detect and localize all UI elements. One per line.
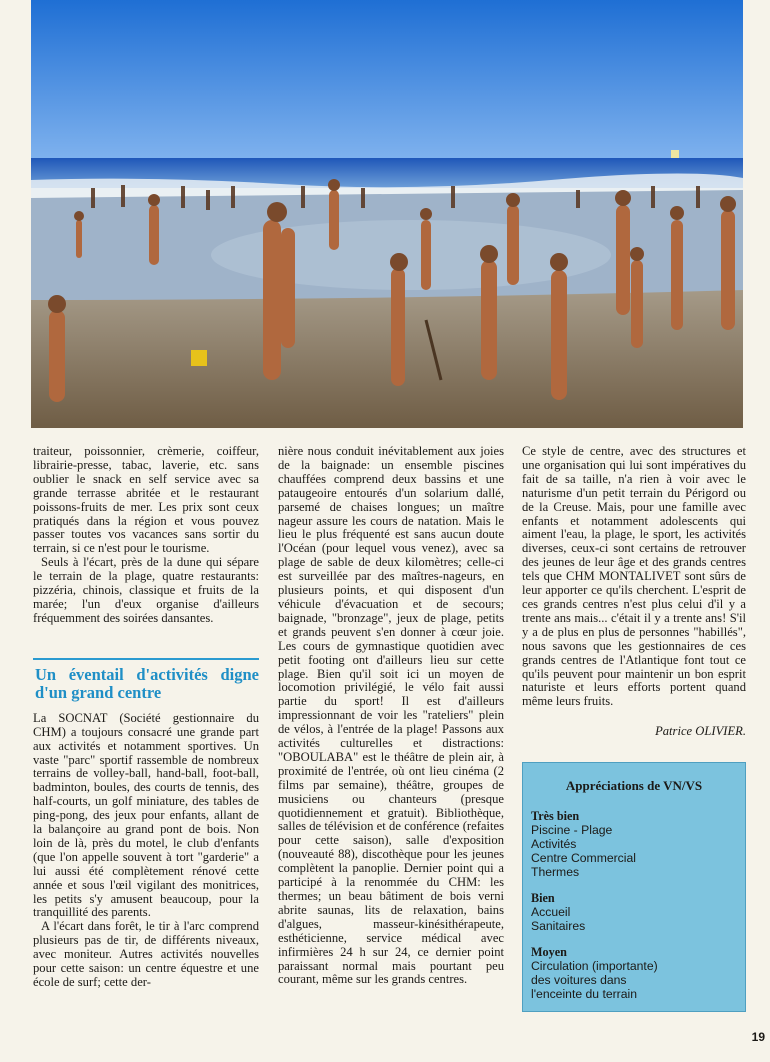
- rating-group-bien: [531, 891, 745, 933]
- paragraph: Seuls à l'écart, près de la dune qui sépare le terrain de la plage, quatre restaurants: pizzéria, chinois, classique et fruits de la marée; l'un d'eux organise d'ailleurs fréquemment des soirées dansantes.: [33, 555, 259, 625]
- rating-item: Sanitaires: [531, 919, 586, 933]
- paragraph: Ce style de centre, avec des structures et une organisation qui lui sont impératives du fait de sa taille, n'a rien à voir avec le naturisme d'un petit terrain du Périgord ou de la Creuse. Mais, pour une famille avec enfants et notamment adolescents qui aiment l'eau, la plage, le sport, les activités diverses, ceux-ci sont certains de retrouver des jeunes de leur âge et des grands centres tels que CHM MONTALIVET sont sûrs de leur apporter ce qu'ils cherchent. L'esprit de ces grands centres n'est plus celui d'il y a trente ans mais... c'était il y a trente ans! S'il y a de plus en plus de personnes "habillés", nous savons que les gestionnaires de ces grands centres de l'Atlantique font tout ce qu'ils peuvent pour maintenir un bon esprit naturiste et leurs efforts portent quand même leurs fruits.: [522, 444, 746, 709]
- page-number: 19: [751, 1030, 765, 1044]
- rating-item: Centre Commercial: [531, 851, 636, 865]
- paragraph: La SOCNAT (Société gestionnaire du CHM) a toujours consacré une grande part aux activités et notamment sportives. Un vaste "parc" sportif rassemble de nombreux terrains de volley-ball, hand-ball, foot-ball, badminton, boules, des courts de tennis, des half-courts, un golf miniature, des tables de ping-pong, des jeux pour enfants, allant de la balançoire au grand pont de bois. Non loin de là, près du motel, le club d'enfants (que l'on appelle souvent à tort "garderie" a lui aussi été complètement rénové cette année et sous l'œil vigilant des monitrices, les petits s'y amusent beaucoup, pour la tranquillité des parents.: [33, 710, 259, 920]
- paragraph: A l'écart dans forêt, le tir à l'arc comprend plusieurs pas de tir, de différents niveaux, avec moniteur. Autres activités nouvelles pour cette saison: un centre équestre et une école de surf; cette der-: [33, 919, 259, 989]
- paragraph: traiteur, poissonnier, crèmerie, coiffeur, librairie-presse, tabac, laverie, etc. sans oublier le snack en self service avec sa grande terrasse abritée et le restaurant poissons-fruits de mer. Les prix sont ceux pratiqués dans la région et vous pouvez passer toutes vos vacances sans sortir du terrain, si ce n'est pour le tourisme.: [33, 444, 259, 556]
- rating-item: Circulation (importante): [531, 959, 658, 973]
- text-column-3: [522, 445, 746, 739]
- rating-group-tres-bien: [531, 809, 745, 879]
- rating-heading: Très bien: [531, 809, 580, 823]
- rating-item: Activités: [531, 837, 577, 851]
- beach-scene-image: [31, 0, 743, 428]
- rating-heading: Moyen: [531, 945, 567, 959]
- paragraph: nière nous conduit inévitablement aux joies de la baignade: un ensemble piscines chauffées comprend deux bassins et une pataugeoire entourés d'un solarium dallé, parsemé de chaises longues; un maître nageur assure les cours de natation. Mais le lieu le plus fréquenté est sans aucun doute l'Océan (pour lequel vous venez), avec sa plage de sable de deux kilomètres; celle-ci est surveillée par des maîtres-nageurs, en plusieurs points, et qui disposent d'un véhicule d'évacuation et de secours; baignade, "bronzage", jeux de plage, petits et grands peuvent s'en donner à cœur joie. Les cours de gymnastique quotidien avec petit footing ont d'ailleurs lieu sur cette plage. Bien qu'il soit ici un moyen de locomotion privilégié, le vélo fait aussi partie du sport! Il est d'ailleurs impressionnant de voir les "rateliers" plein de vélos, à l'entrée de la plage! Passons aux activités culturelles et distractions: "OBOULABA" est le théâtre de plein air, à proximité de l'entrée, où ont lieu cinéma (2 films par semaine), théâtre, groupes de musiciens ou chanteurs (presque quotidiennement et gratuit). Bibliothèque, salles de télévision et de conférence (refaites pour cette saison), salle d'exposition (nouveauté 88), discothèque pour les jeunes complètent la panoplie. Dernier point qui a participé à la renommée du CHM: les thermes; un beau bâtiment de bois verni abrite saunas, lits de relaxation, bains d'algues, masseur-kinésithérapeute, esthéticienne, service médical avec infirmières 24 h sur 24, ce dernier point paraissant normal mais pourtant peu courant, même sur les grands centres.: [278, 444, 504, 987]
- text-column-1: [33, 445, 259, 990]
- text-column-2: [278, 445, 504, 987]
- author-signature: Patrice OLIVIER.: [655, 724, 746, 739]
- section-heading: Un éventail d'activités digne d'un grand centre: [33, 658, 259, 702]
- rating-group-moyen: [531, 945, 745, 1001]
- rating-item: Piscine - Plage: [531, 823, 613, 837]
- rating-item: Thermes: [531, 865, 580, 879]
- rating-item: Accueil: [531, 905, 571, 919]
- rating-item: l'enceinte du terrain: [531, 987, 637, 1001]
- rating-heading: Bien: [531, 891, 555, 905]
- rating-item: des voitures dans: [531, 973, 627, 987]
- beach-photo: [31, 0, 743, 428]
- appreciations-title: Appréciations de VN/VS: [565, 778, 703, 793]
- appreciations-box: [522, 762, 746, 1012]
